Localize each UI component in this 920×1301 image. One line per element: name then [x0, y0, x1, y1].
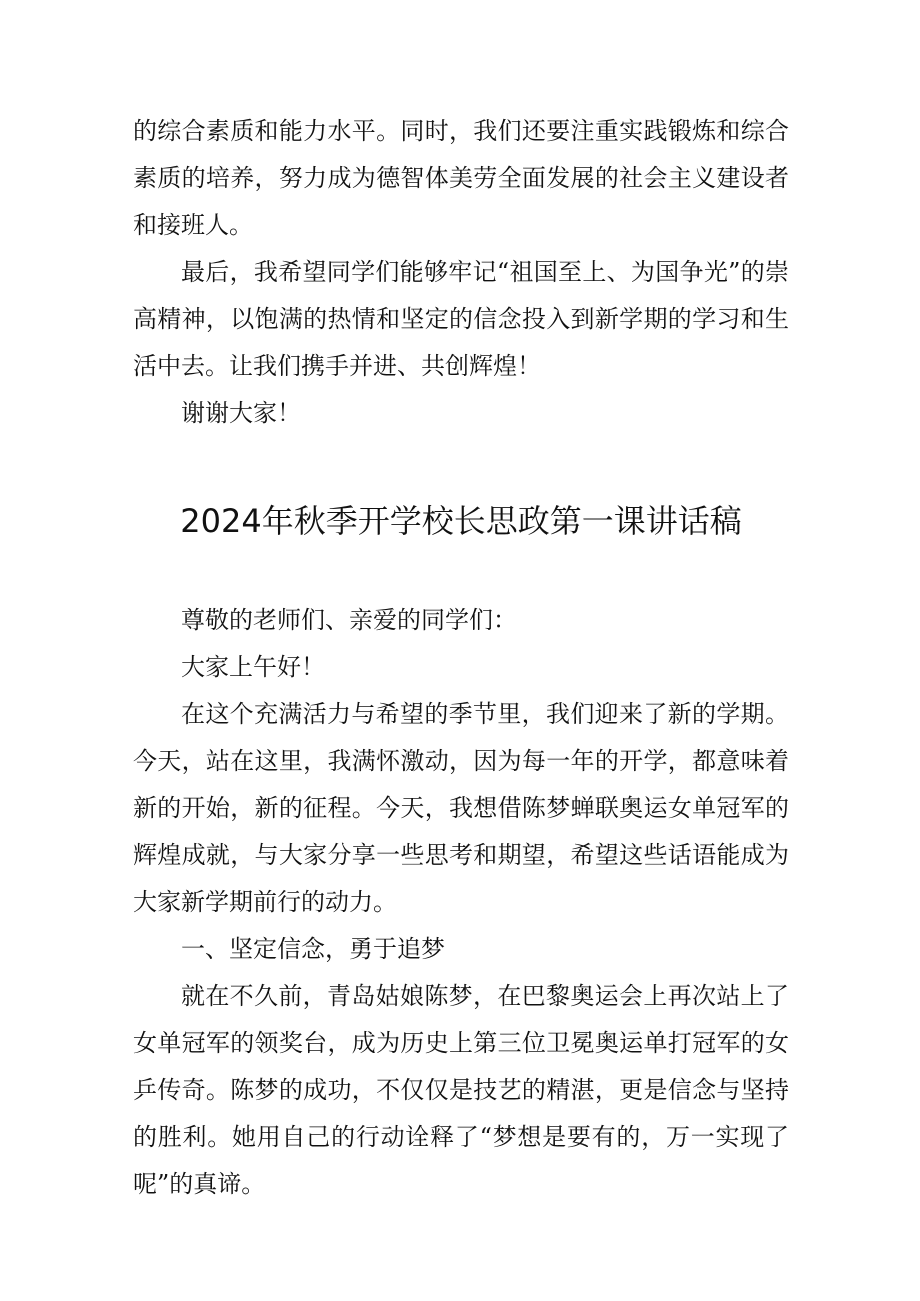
paragraph-intro: 在这个充满活力与希望的季节里，我们迎来了新的学期。今天，站在这里，我满怀激动，因为每一年的开学，都意味着新的开始，新的征程。今天，我想借陈梦蝉联奥运女单冠军的辉煌成就，与大家分享一些思考和期望，希望这些话语能成为大家新学期前行的动力。	[133, 700, 789, 916]
paragraph-thanks: 谢谢大家！	[181, 399, 301, 427]
document-body	[133, 108, 789, 1208]
paragraph-previous-continuation: 的综合素质和能力水平。同时，我们还要注重实践锻炼和综合素质的培养，努力成为德智体美劳全面发展的社会主义建设者和接班人。	[133, 117, 789, 239]
salutation: 大家上午好！	[181, 653, 325, 681]
document-title: 2024年秋季开学校长思政第一课讲话稿	[180, 502, 742, 540]
paragraph-closing-hope: 最后，我希望同学们能够牢记“祖国至上、为国争光”的崇高精神，以饱满的热情和坚定的信念投入到新学期的学习和生活中去。让我们携手并进、共创辉煌！	[133, 258, 789, 380]
section-heading: 一、坚定信念，勇于追梦	[181, 935, 445, 963]
greeting: 尊敬的老师们、亲爱的同学们：	[181, 606, 517, 634]
paragraph-section-1-body: 就在不久前，青岛姑娘陈梦，在巴黎奥运会上再次站上了女单冠军的领奖台，成为历史上第三位卫冕奥运单打冠军的女乒传奇。陈梦的成功，不仅仅是技艺的精湛，更是信念与坚持的胜利。她用自己的行动诠释了“梦想是要有的，万一实现了呢”的真谛。	[133, 982, 789, 1198]
